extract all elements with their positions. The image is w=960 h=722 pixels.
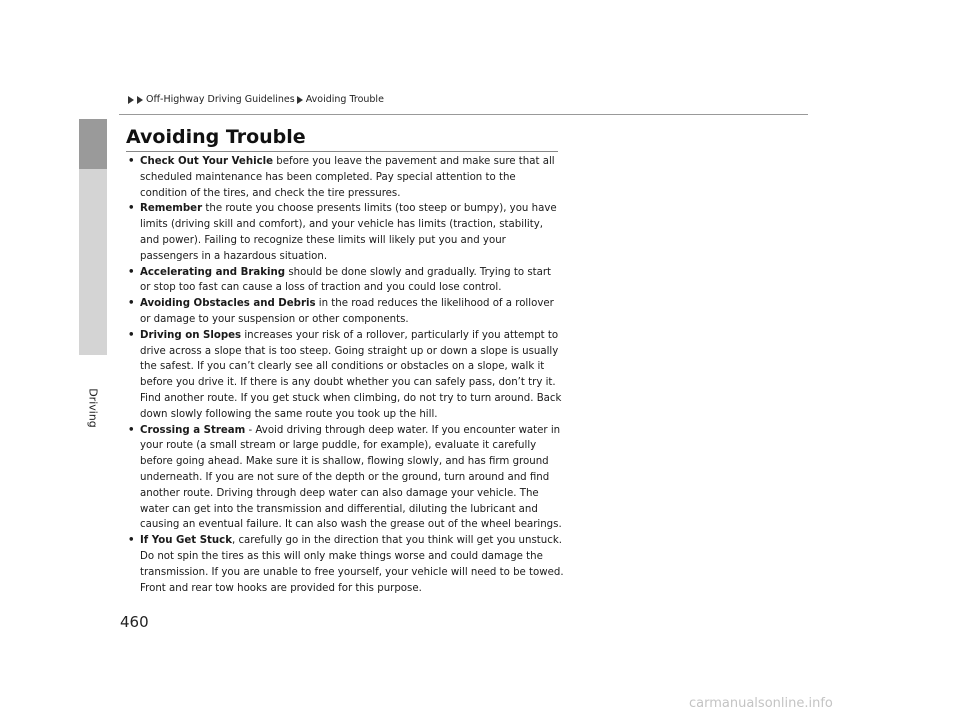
breadcrumb-item-current: Avoiding Trouble: [305, 94, 384, 105]
bullet-icon: •: [128, 266, 135, 278]
item-heading: If You Get Stuck: [140, 535, 232, 547]
item-heading: Avoiding Obstacles and Debris: [140, 298, 316, 310]
guideline-list: [128, 154, 564, 596]
item-heading: Driving on Slopes: [140, 329, 242, 341]
chapter-label: Driving: [86, 388, 100, 428]
list-item: [128, 201, 564, 264]
page-title: Avoiding Trouble: [126, 126, 306, 148]
list-item: [128, 533, 564, 596]
breadcrumb-arrow-icon: [128, 96, 134, 104]
item-body: , carefully go in the direction that you think will get you unstuck. Do not spin the tires as this will only make things worse and could damage the transmission. If you are unable to free yourself, your vehicle will need to be towed. Front and rear tow hooks are provided for this purpose.: [140, 535, 564, 594]
item-body: increases your risk of a rollover, particularly if you attempt to drive across a slope that is too steep. Going straight up or down a slope is usually the safest. If you can’t clearly see all conditions or obstacles on a slope, walk it before you drive it. If there is any doubt whether you can safely pass, don’t try it. Find another route. If you get stuck when climbing, do not try to turn around. Back down slowly following the same route you took up the hill.: [140, 329, 562, 420]
breadcrumb-arrow-icon: [297, 96, 303, 104]
page-number: 460: [120, 613, 149, 631]
chapter-tab-marker: [79, 119, 107, 169]
list-item: [128, 265, 564, 297]
item-body: the route you choose presents limits (too steep or bumpy), you have limits (driving skill and comfort), and your vehicle has limits (traction, stability, and power). Failing to recognize these limits will likely put you and your passengers in a hazardous situation.: [140, 203, 557, 262]
item-body: in the road reduces the likelihood of a rollover or damage to your suspension or other components.: [140, 298, 554, 325]
bullet-icon: •: [128, 424, 135, 436]
item-body: should be done slowly and gradually. Trying to start or stop too fast can cause a loss of traction and you could lose control.: [140, 266, 552, 294]
list-item: [128, 328, 564, 423]
watermark: carmanualsonline.info: [689, 696, 833, 711]
list-item: [128, 423, 564, 534]
breadcrumb-arrow-icon: [137, 96, 143, 104]
item-heading: Crossing a Stream: [140, 424, 246, 436]
list-item: [128, 296, 564, 328]
list-item: [128, 154, 564, 201]
item-heading: Accelerating and Braking: [140, 266, 286, 278]
header-divider: [119, 114, 808, 115]
breadcrumb: [128, 94, 384, 105]
bullet-icon: •: [128, 203, 135, 215]
item-body: before you leave the pavement and make sure that all scheduled maintenance has been completed. Pay special attention to the condition of the tires, and check the tire pressures.: [140, 156, 555, 199]
bullet-icon: •: [128, 156, 135, 167]
item-heading: Remember: [140, 203, 203, 215]
bullet-icon: •: [128, 535, 135, 547]
chapter-side-tab: [79, 119, 107, 355]
bullet-icon: •: [128, 298, 135, 310]
title-divider: [126, 151, 558, 152]
item-heading: Check Out Your Vehicle: [140, 156, 274, 167]
item-body: - Avoid driving through deep water. If you encounter water in your route (a small stream or large puddle, for example), evaluate it carefully before going ahead. Make sure it is shallow, flowing slowly, and has firm ground underneath. If you are not sure of the depth or the ground, turn around and find another route. Driving through deep water can also damage your vehicle. The water can get into the transmission and differential, diluting the lubricant and causing an eventual failure. It can also wash the grease out of the wheel bearings.: [140, 424, 562, 531]
breadcrumb-item-section[interactable]: Off-Highway Driving Guidelines: [146, 94, 295, 105]
bullet-icon: •: [128, 329, 135, 341]
